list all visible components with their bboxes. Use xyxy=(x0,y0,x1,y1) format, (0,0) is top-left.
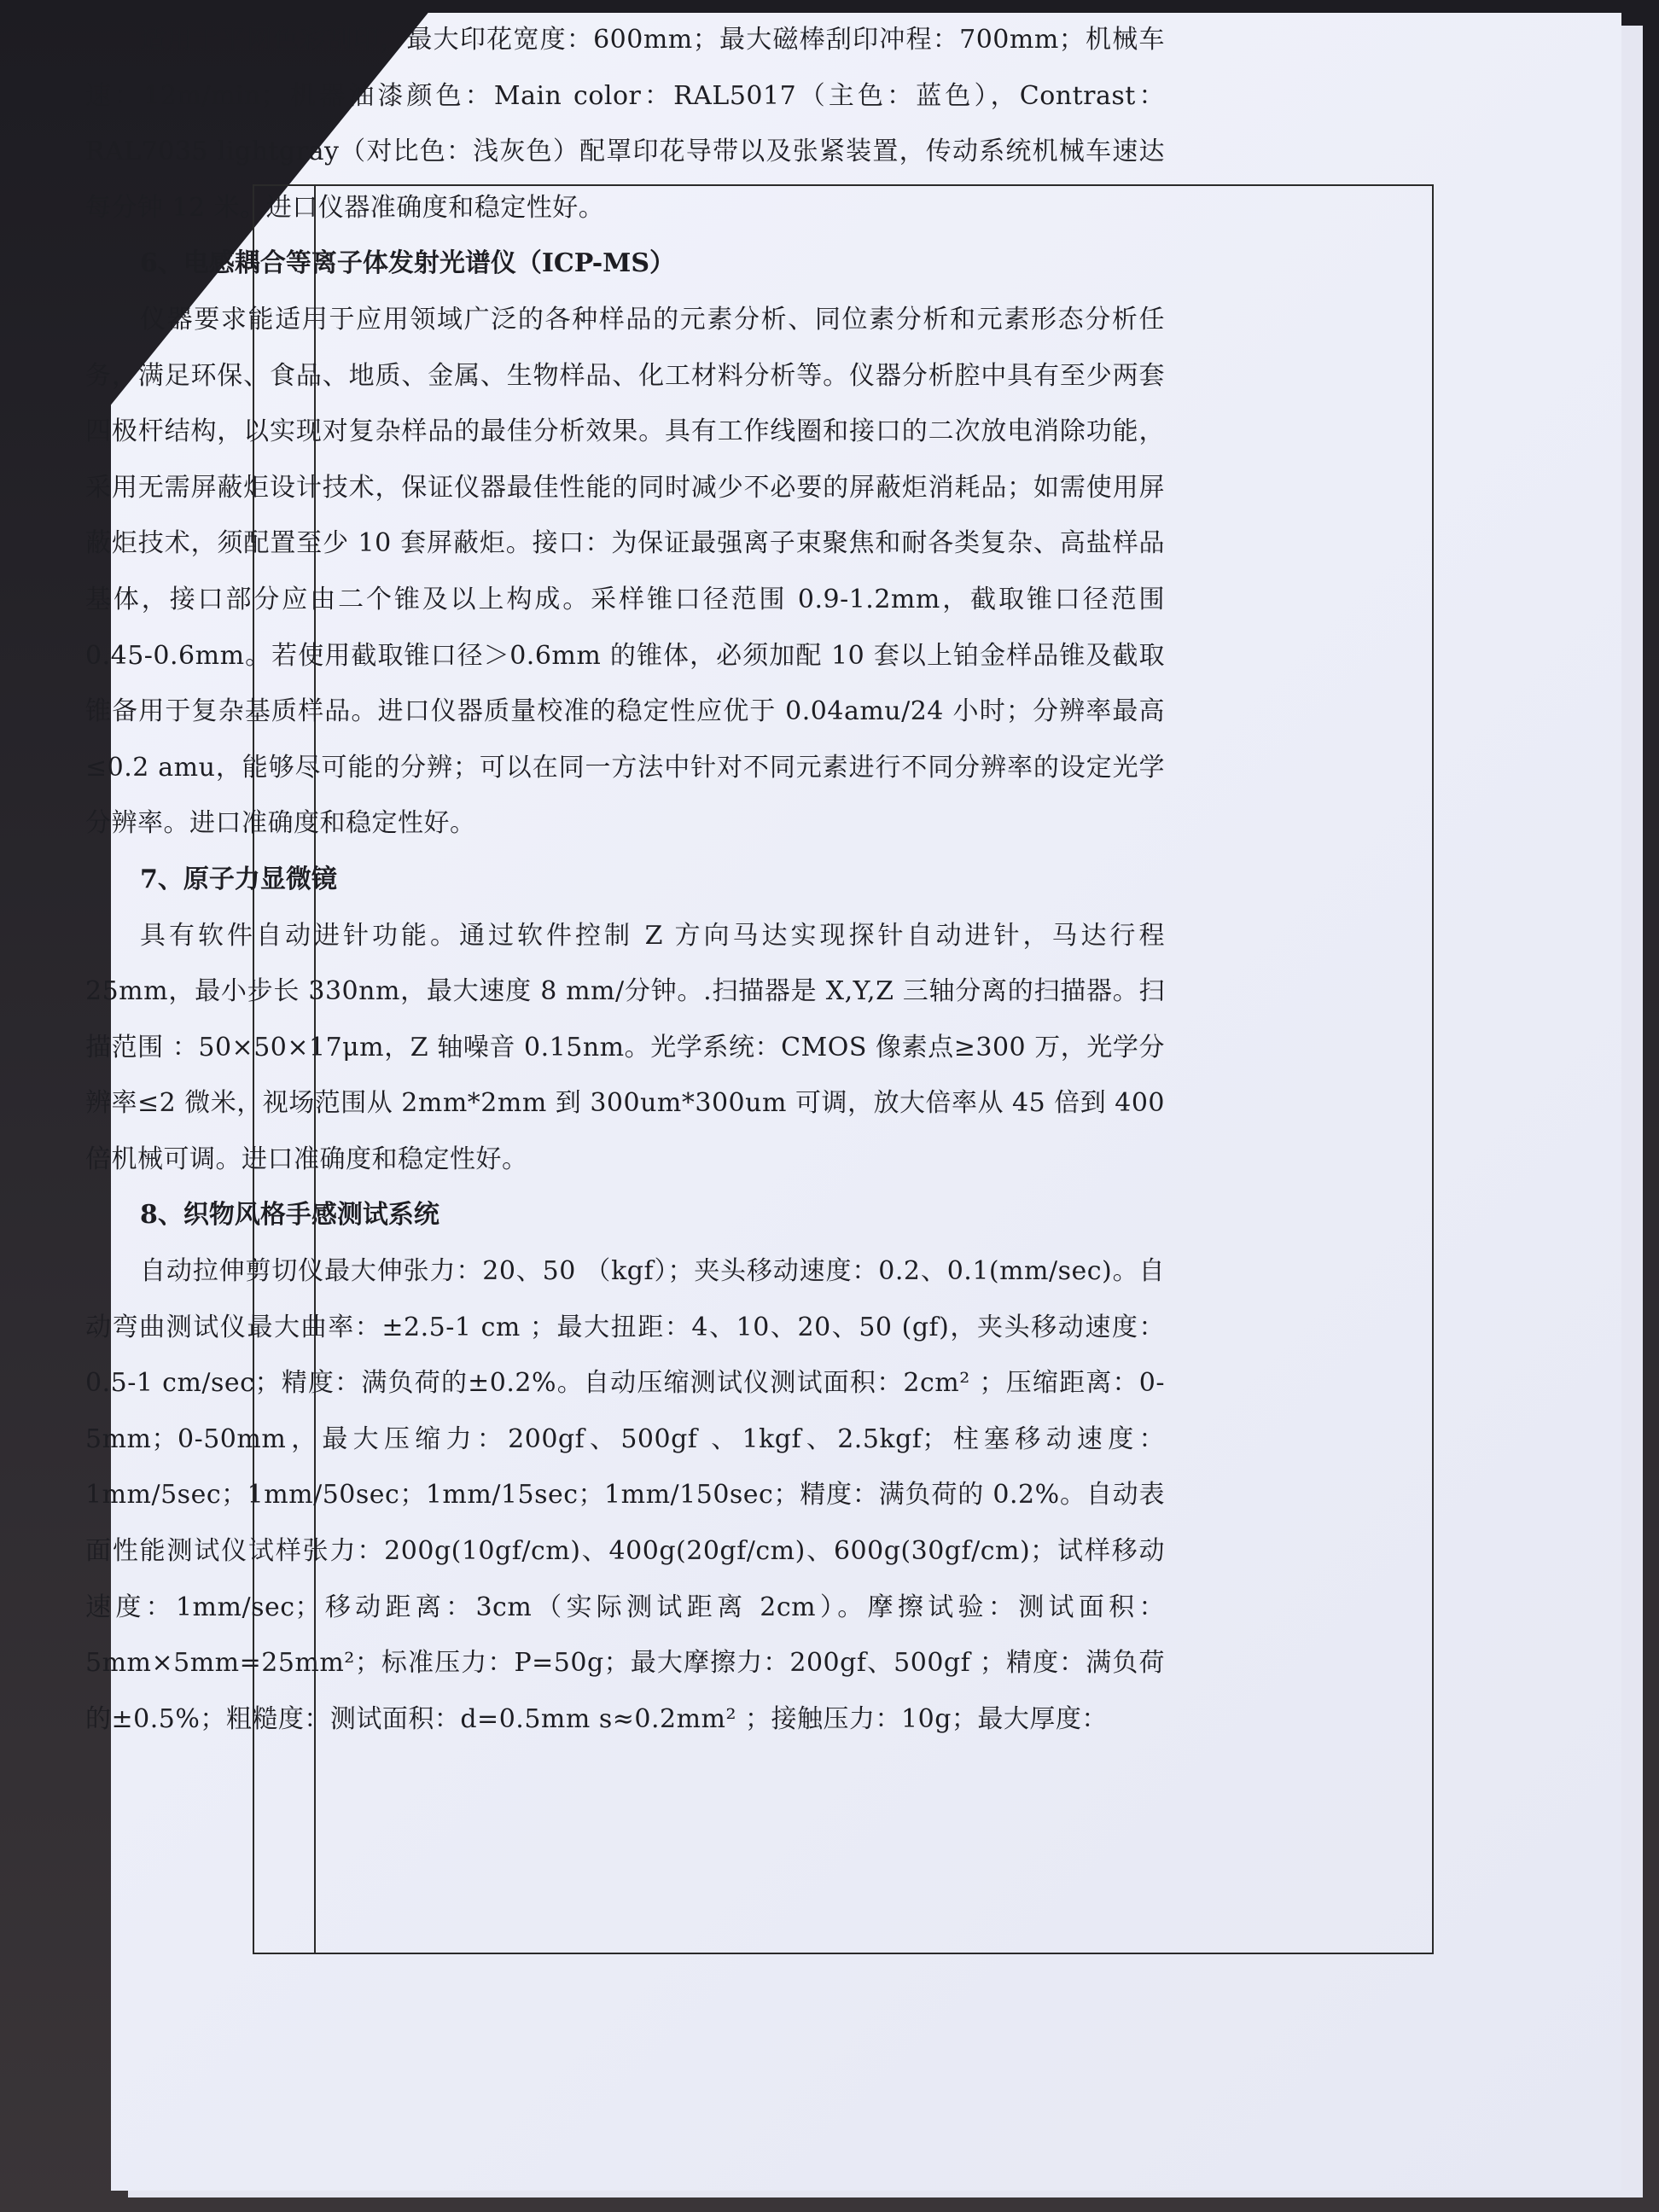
document-body xyxy=(85,12,1165,1747)
heading-afm: 7、原子力显微镜 xyxy=(140,864,337,894)
paragraph-screen-printer-spec: 适用于平网色彩刮印，最大印花宽度：600mm；最大磁棒刮印冲程：700mm；机械车速：12m/min；机器油漆颜色：Main color：RAL5017（主色：蓝色），Contrast：RAL7035 lightgray（对比色：浅灰色）配罩印花导带以及张紧装置，传动系统机械车速达每分钟 12 米。进口仪器准确度和稳定性好。 xyxy=(85,25,1165,223)
heading-icp-ms: 6、电感耦合等离子体发射光谱仪（ICP-MS） xyxy=(140,248,676,279)
heading-fabric-hand-tester: 8、织物风格手感测试系统 xyxy=(140,1200,439,1231)
paragraph-fabric-hand-spec: 自动拉伸剪切仪最大伸张力：20、50 （kgf）；夹头移动速度：0.2、0.1(mm/sec)。自动弯曲测试仪最大曲率：±2.5-1 cm ；最大扭距：4、10、20、50 (gf)，夹头移动速度：0.5-1 cm/sec；精度：满负荷的±0.2%。自动压缩测试仪测试面积：2cm² ；压缩距离：0-5mm；0-50mm，最大压缩力：200gf、500gf 、1kgf、2.5kgf；柱塞移动速度：1mm/5sec；1mm/50sec；1mm/15sec；1mm/150sec；精度：满负荷的 0.2%。自动表面性能测试仪试样张力：200g(10gf/cm)、400g(20gf/cm)、600g(30gf/cm)；试样移动速度：1mm/sec；移动距离：3cm（实际测试距离 2cm）。摩擦试验：测试面积：5mm×5mm=25mm²；标准压力：P=50g；最大摩擦力：200gf、500gf ；精度：满负荷的±0.5%；粗糙度：测试面积：d=0.5mm s≈0.2mm² ；接触压力：10g；最大厚度： xyxy=(85,1256,1165,1734)
paragraph-afm-spec: 具有软件自动进针功能。通过软件控制 Z 方向马达实现探针自动进针，马达行程 25mm，最小步长 330nm，最大速度 8 mm/分钟。.扫描器是 X,Y,Z 三轴分离的扫描器。扫描范围 ：50×50×17μm，Z 轴噪音 0.15nm。光学系统：CMOS 像素点≥300 万，光学分辨率≤2 微米，视场范围从 2mm*2mm 到 300um*300um 可调，放大倍率从 45 倍到 400 倍机械可调。进口准确度和稳定性好。 xyxy=(85,920,1165,1174)
paragraph-icp-ms-spec: 仪器要求能适用于应用领域广泛的各种样品的元素分析、同位素分析和元素形态分析任务，满足环保、食品、地质、金属、生物样品、化工材料分析等。仪器分析腔中具有至少两套四极杆结构，以实现对复杂样品的最佳分析效果。具有工作线圈和接口的二次放电消除功能，采用无需屏蔽炬设计技术，保证仪器最佳性能的同时减少不必要的屏蔽炬消耗品；如需使用屏蔽炬技术，须配置至少 10 套屏蔽炬。接口：为保证最强离子束聚焦和耐各类复杂、高盐样品基体，接口部分应由二个锥及以上构成。采样锥口径范围 0.9-1.2mm，截取锥口径范围 0.45-0.6mm。若使用截取锥口径＞0.6mm 的锥体，必须加配 10 套以上铂金样品锥及截取锥备用于复杂基质样品。进口仪器质量校准的稳定性应优于 0.04amu/24 小时；分辨率最高≤0.2 amu，能够尽可能的分辨；可以在同一方法中针对不同元素进行不同分辨率的设定光学分辨率。进口准确度和稳定性好。 xyxy=(85,304,1165,839)
